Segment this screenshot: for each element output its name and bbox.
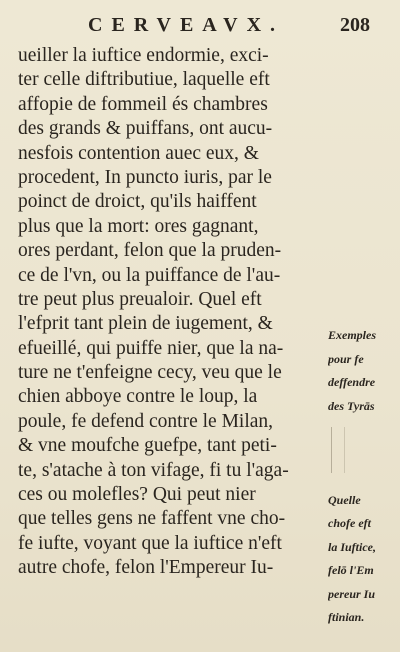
text-line: procedent, In puncto iuris, par le <box>18 166 272 188</box>
text-line: fe iufte, voyant que la iuftice n'eft <box>18 532 282 554</box>
margin-note: ftinian. <box>328 610 365 624</box>
margin-note: des Tyrās <box>328 398 375 413</box>
text-line: ture ne t'enfeigne cecy, veu que le <box>18 362 282 384</box>
text-line: plus que la mort: ores gagnant, <box>18 215 259 237</box>
margin-note: Exemples <box>328 328 376 342</box>
margin-note: pour fe <box>328 351 364 366</box>
margin-note: Quelle <box>328 492 361 507</box>
margin-note: chofe eft <box>328 516 371 530</box>
text-line: ter celle diftributiue, laquelle eft <box>18 69 270 91</box>
text-line: autre chofe, felon l'Empereur Iu- <box>18 557 274 579</box>
page-header <box>28 14 380 40</box>
text-line: te, s'atache à ton vifage, fi tu l'aga- <box>18 459 289 481</box>
margin-note <box>328 442 398 466</box>
margin-note <box>328 418 398 442</box>
text-line: ores perdant, felon que la pruden- <box>18 240 282 262</box>
running-head: CERVEAVX. <box>88 14 285 36</box>
text-line: chien abboye contre le loup, la <box>18 386 258 408</box>
text-line: des grands & puiffans, ont aucu- <box>18 118 273 140</box>
margin-note <box>328 465 398 489</box>
text-line: nesfois contention auec eux, & <box>18 142 259 164</box>
margin-note: la Iuftice, <box>328 539 376 554</box>
text-line: poule, fe defend contre le Milan, <box>18 410 274 432</box>
text-line: ueiller la iuftice endormie, exci- <box>18 45 269 66</box>
page-number: 208 <box>340 14 370 36</box>
text-line: l'efprit tant plein de iugement, & <box>18 313 273 335</box>
text-line: que telles gens ne faffent vne cho- <box>18 508 286 530</box>
margin-note: felō l'Em <box>328 563 374 577</box>
body-text <box>18 44 328 581</box>
text-line: poinct de droict, qu'ils haiffent <box>18 191 257 213</box>
margin-note: pereur Iu <box>328 586 376 601</box>
margin-note: deffendre <box>328 375 376 389</box>
text-line: & vne moufche guefpe, tant peti- <box>18 435 277 457</box>
text-line: affopie de fommeil és chambres <box>18 93 268 115</box>
text-line: efueillé, qui puiffe nier, que la na- <box>18 337 284 359</box>
text-line: ce de l'vn, ou la puiffance de l'au- <box>18 264 281 286</box>
margin-notes <box>328 324 398 630</box>
text-line: tre peut plus preualoir. Quel eft <box>18 288 262 310</box>
text-line: ces ou molefles? Qui peut nier <box>18 484 256 506</box>
